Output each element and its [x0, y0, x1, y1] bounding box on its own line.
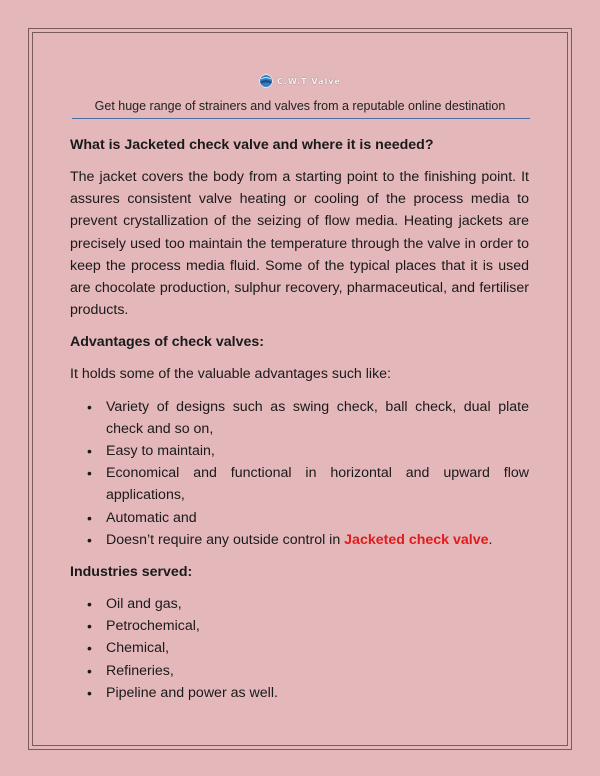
- header-divider: [72, 118, 530, 119]
- list-item: • Automatic and: [70, 507, 529, 529]
- globe-logo-icon: [259, 74, 273, 88]
- list-item: [70, 529, 529, 551]
- list-item-text: Doesn’t require any outside control in: [106, 531, 345, 548]
- jacketed-description: The jacket covers the body from a starting point to the finishing point. It assures consistent valve heating or cooling of the process media to prevent crystallization of the seizing of flow media. Heating jackets are precisely used too maintain the temperature through the valve in order to keep the process media fluid. Some of the typical places that it is used are chocolate production, sulphur recovery, pharmaceutical, and fertiliser products.: [70, 169, 529, 319]
- list-item: • Refineries,: [70, 660, 529, 682]
- list-item: • Economical and functional in horizontal and upward flow applications,: [70, 462, 529, 506]
- article-body: [70, 134, 529, 714]
- list-item: • Petrochemical,: [70, 615, 529, 637]
- list-item: • Oil and gas,: [70, 593, 529, 615]
- advantages-intro: It holds some of the valuable advantages such like:: [70, 366, 391, 383]
- logo: [0, 74, 600, 88]
- list-item: • Variety of designs such as swing check, ball check, dual plate check and so on,: [70, 396, 529, 440]
- industries-list: [70, 593, 529, 704]
- section-heading-jacketed: What is Jacketed check valve and where it is needed?: [70, 137, 434, 153]
- tagline: Get huge range of strainers and valves from a reputable online destination: [94, 99, 506, 113]
- section-heading-industries: Industries served:: [70, 564, 193, 581]
- advantages-list: [70, 396, 529, 551]
- list-item-suffix: .: [488, 531, 493, 548]
- jacketed-check-valve-link[interactable]: Jacketed check valve: [344, 531, 489, 548]
- logo-text: C.W.T Valve: [277, 76, 341, 86]
- section-heading-advantages: Advantages of check valves:: [70, 334, 264, 351]
- list-item: • Pipeline and power as well.: [70, 682, 529, 704]
- list-item: • Easy to maintain,: [70, 440, 529, 462]
- list-item: • Chemical,: [70, 637, 529, 659]
